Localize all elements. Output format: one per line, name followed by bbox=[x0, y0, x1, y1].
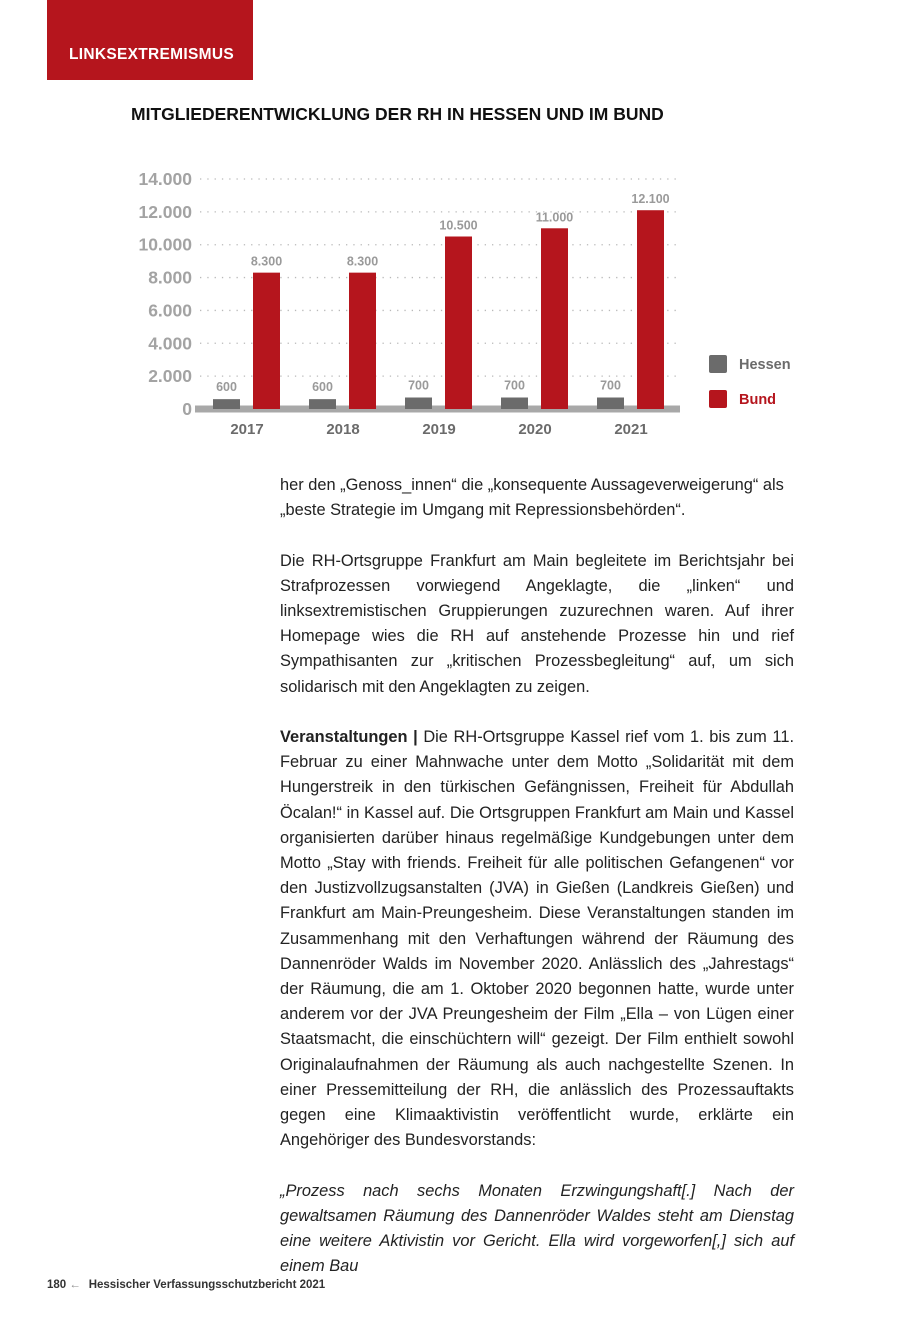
data-label-hessen: 600 bbox=[312, 380, 333, 395]
legend-label-hessen: Hessen bbox=[739, 357, 791, 373]
bar-hessen bbox=[597, 398, 624, 410]
bar-hessen bbox=[213, 399, 240, 409]
membership-bar-chart bbox=[100, 160, 800, 445]
bar-bund bbox=[541, 228, 568, 409]
bar-bund bbox=[445, 237, 472, 410]
y-tick-label: 4.000 bbox=[148, 333, 192, 354]
page-footer bbox=[47, 1279, 325, 1291]
data-label-hessen: 700 bbox=[504, 378, 525, 393]
paragraph-frankfurt: Die RH-Ortsgruppe Frankfurt am Main begleitete im Berichtsjahr bei Strafprozessen vorwiegend Angeklagte, die „linken“ und linksextremistischen Gruppierungen zuzurechnen waren. Auf ihrer Homepage wies die RH auf anstehende Prozesse hin und rief Sympathisanten zur „kritischen Prozessbegleitung“ auf, um sich solidarisch mit den Angeklagten zu zeigen. bbox=[280, 551, 794, 696]
y-tick-label: 6.000 bbox=[148, 300, 192, 321]
y-tick-label: 10.000 bbox=[138, 234, 192, 255]
press-quote: „Prozess nach sechs Monaten Erzwingungshaft[.] Nach der gewaltsamen Räumung des Dannenröder Waldes steht am Dienstag eine weitere Aktivistin vor Gericht. Ella wird vorgeworfen[,] sich auf einem Bau bbox=[280, 1181, 794, 1276]
footer-title: Hessischer Verfassungsschutzbericht 2021 bbox=[88, 1279, 326, 1291]
paragraph-veranstaltungen-text: Die RH-Ortsgruppe Kassel rief vom 1. bis zum 11. Februar zu einer Mahnwache unter dem Motto „Solidarität mit dem Hungerstreik in den türkischen Gefängnissen, Freiheit für Abdullah Öcalan!“ in Kassel auf. Die Ortsgruppen Frankfurt am Main und Kassel organisierten darüber hinaus regelmäßige Kundgebungen unter dem Motto „Stay with friends. Freiheit für alle politischen Gefangenen“ vor den Justizvollzugsanstalten (JVA) in Gießen (Landkreis Gießen) und Frankfurt am Main-Preungesheim. Diese Veranstaltungen standen im Zusammenhang mit den Verhaftungen während der Räumung des Dannenröder Walds im November 2020. Anlässlich des „Jahrestags“ der Räumung, die am 1. Oktober 2020 begonnen hatte, wurde unter anderem vor der JVA Preungesheim der Film „Ella – von Lügen einer Staatsmacht, die einschüchtern will“ gezeigt. Der Film enthielt sowohl Originalaufnahmen der Räumung als auch nachgestellte Szenen. In einer Pressemitteilung der RH, die anlässlich des Prozessauftakts gegen eine Klimaaktivistin veröffentlicht wurde, erklärte ein Angehöriger des Bundesvorstands: bbox=[280, 728, 794, 1150]
x-tick-label: 2018 bbox=[326, 421, 360, 438]
page-number: 180 bbox=[47, 1279, 67, 1291]
bar-bund bbox=[349, 273, 376, 409]
data-label-bund: 8.300 bbox=[250, 254, 283, 269]
x-tick-label: 2017 bbox=[230, 421, 264, 438]
data-label-bund: 10.500 bbox=[439, 218, 478, 233]
bar-hessen bbox=[309, 399, 336, 409]
bar-hessen bbox=[405, 398, 432, 410]
body-text bbox=[280, 473, 794, 1279]
paragraph-continuation: her den „Genoss_innen“ die „konsequente Aussageverweigerung“ als „beste Strategie im Umgang mit Repressionsbehörden“. bbox=[280, 476, 784, 520]
data-label-hessen: 700 bbox=[600, 378, 621, 393]
x-tick-label: 2021 bbox=[614, 421, 648, 438]
arrow-left-icon: ← bbox=[69, 1279, 81, 1291]
bar-bund bbox=[637, 210, 664, 409]
paragraph-lead-veranstaltungen: Veranstaltungen | bbox=[280, 728, 418, 746]
y-tick-label: 12.000 bbox=[138, 201, 192, 222]
y-tick-label: 8.000 bbox=[148, 267, 192, 288]
data-label-bund: 12.100 bbox=[631, 192, 670, 207]
bar-bund bbox=[253, 273, 280, 409]
data-label-hessen: 700 bbox=[408, 378, 429, 393]
y-tick-label: 14.000 bbox=[138, 169, 192, 189]
y-tick-label: 0 bbox=[182, 399, 192, 419]
x-tick-label: 2020 bbox=[518, 421, 552, 438]
data-label-bund: 8.300 bbox=[346, 254, 379, 269]
paragraph-veranstaltungen bbox=[280, 725, 794, 1153]
data-label-hessen: 600 bbox=[216, 380, 237, 395]
x-tick-label: 2019 bbox=[422, 421, 456, 438]
legend-swatch-bund bbox=[709, 390, 727, 408]
legend-label-bund: Bund bbox=[739, 392, 777, 408]
section-header-tab bbox=[47, 0, 253, 80]
section-title: LINKSEXTREMISMUS bbox=[69, 46, 234, 63]
bar-hessen bbox=[501, 398, 528, 410]
data-label-bund: 11.000 bbox=[535, 210, 574, 225]
chart-title: MITGLIEDERENTWICKLUNG DER RH IN HESSEN UND IM BUND bbox=[131, 104, 664, 124]
y-tick-label: 2.000 bbox=[148, 366, 192, 387]
legend-swatch-hessen bbox=[709, 355, 727, 373]
